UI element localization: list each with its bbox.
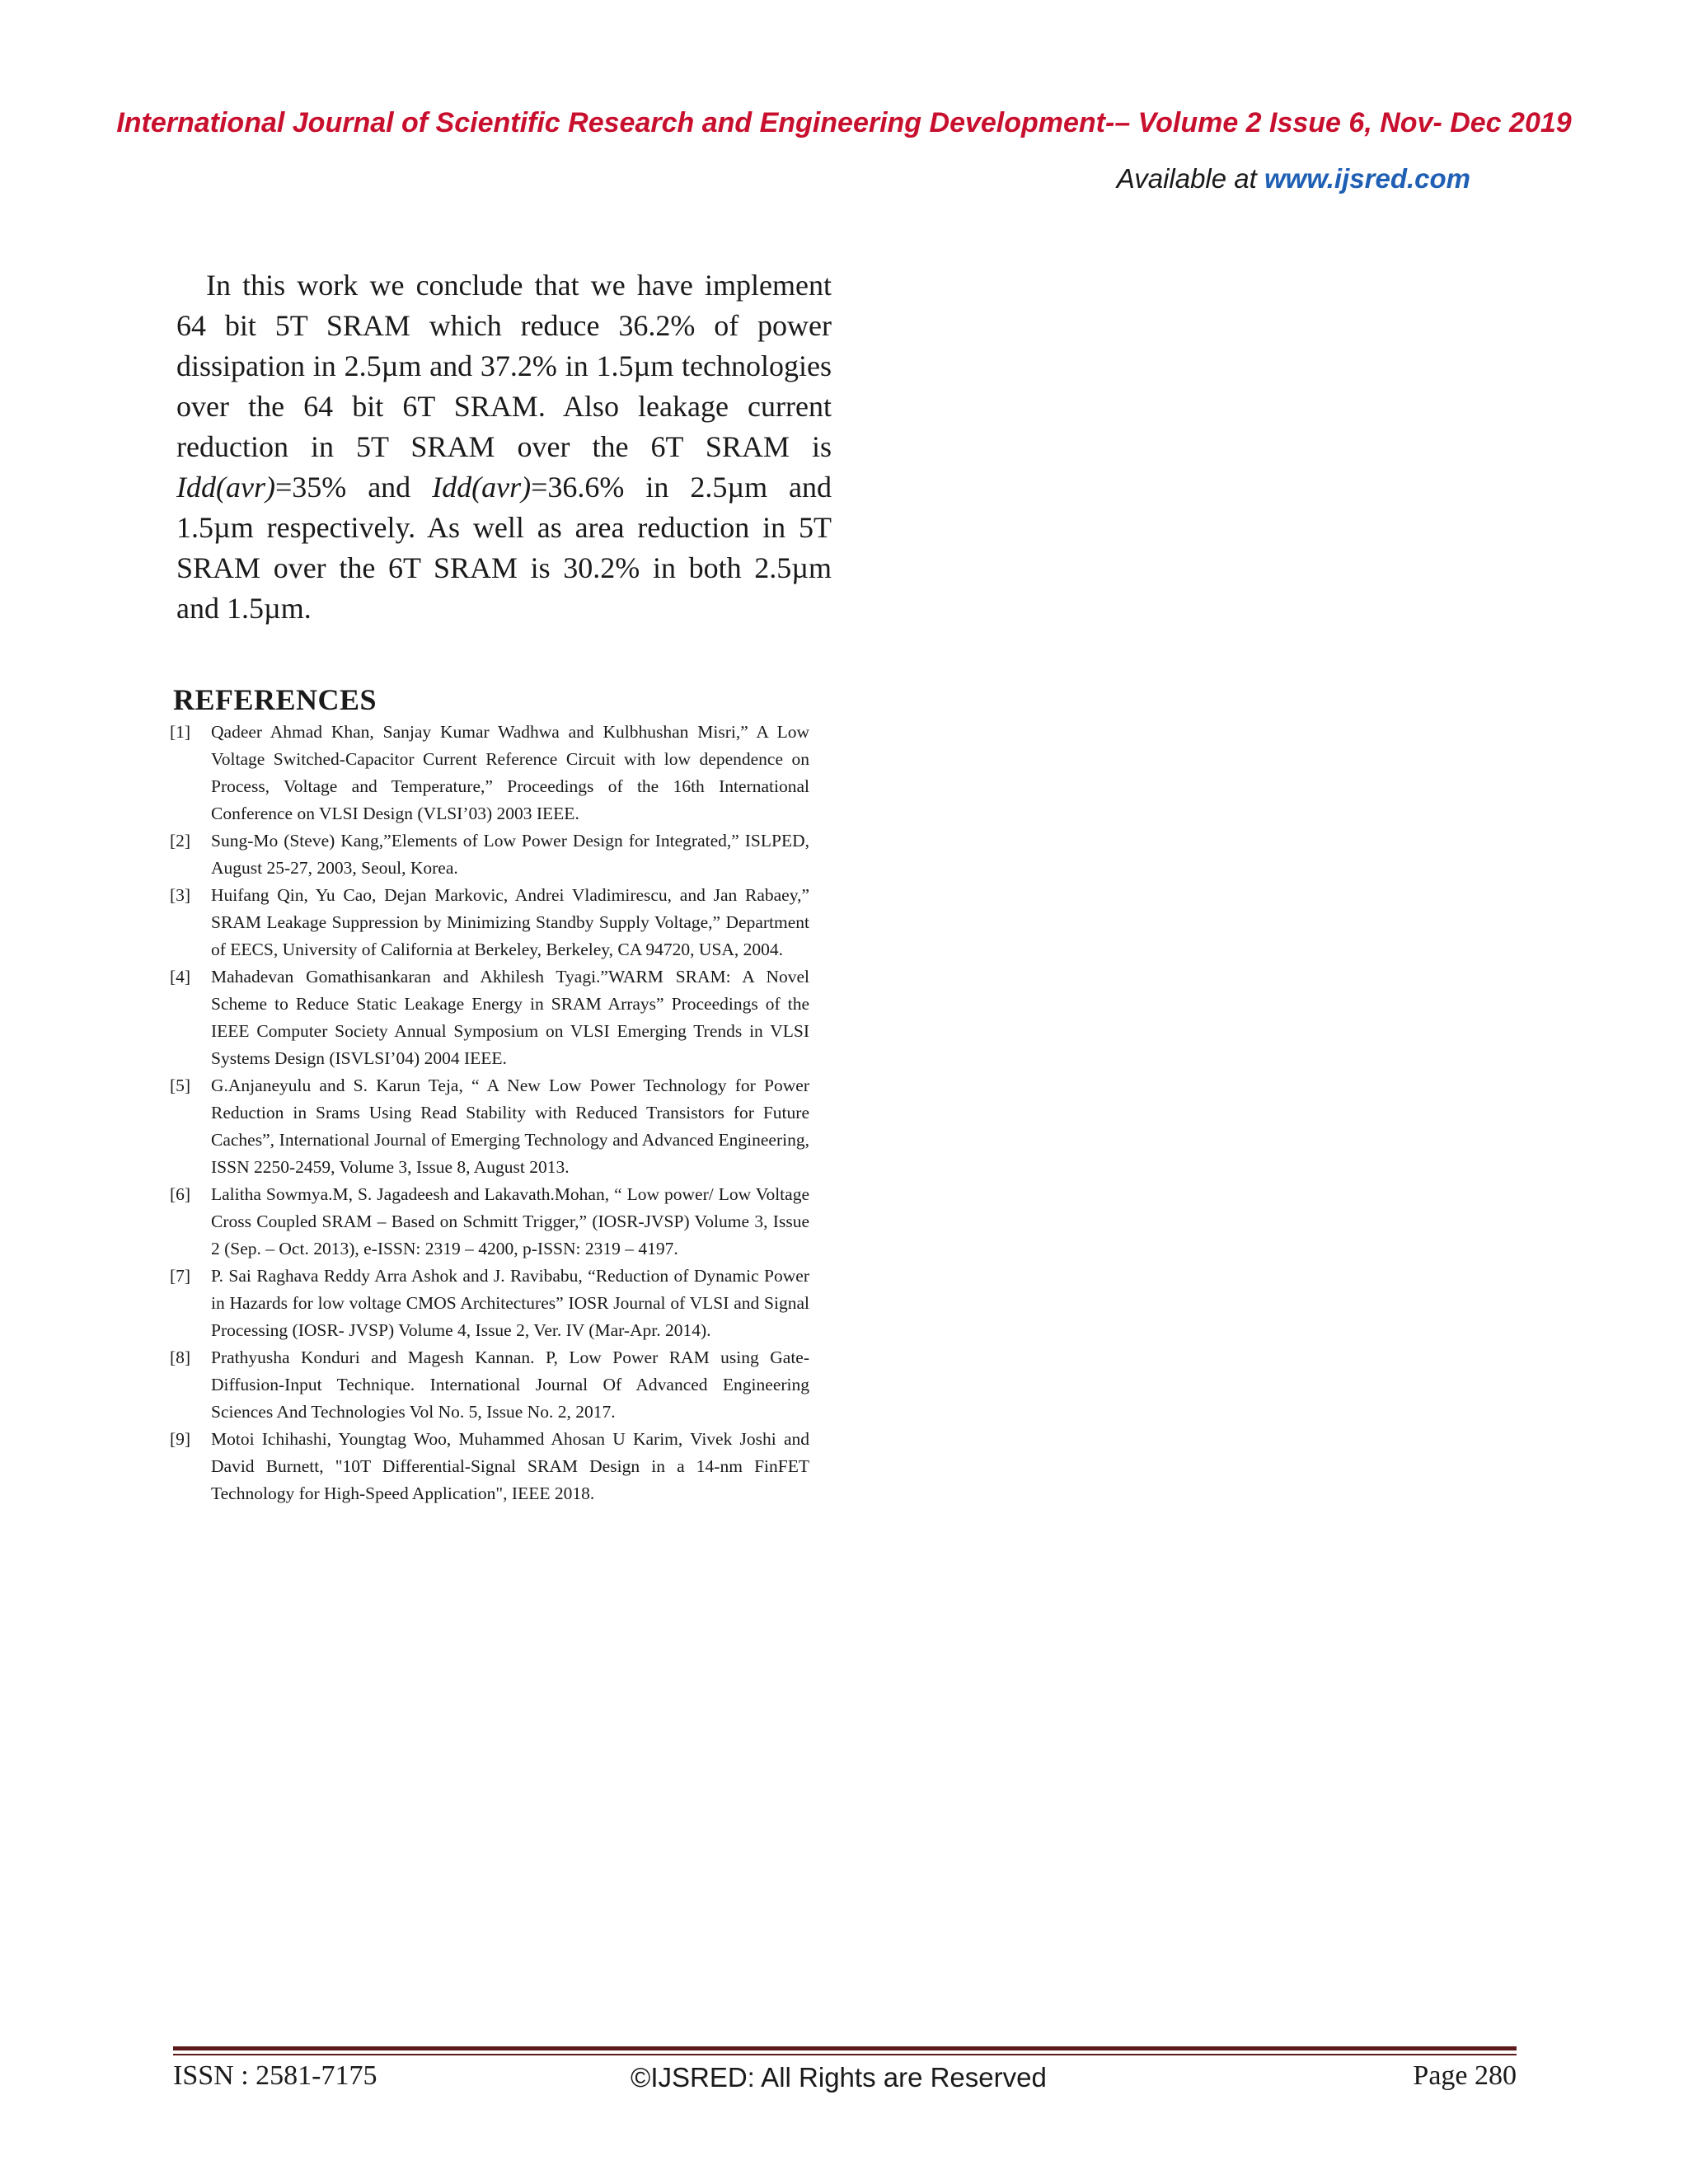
footer-rule-thin — [173, 2054, 1517, 2055]
footer-rights: ©IJSRED: All Rights are Reserved — [631, 2062, 1047, 2093]
reference-number: [2] — [170, 831, 191, 851]
footer-rule-thick — [173, 2046, 1517, 2050]
reference-item — [170, 1344, 809, 1426]
math-idd-avr-2: Idd(avr) — [432, 471, 532, 504]
reference-item — [170, 882, 809, 963]
reference-number: [6] — [170, 1184, 191, 1204]
reference-text: Sung-Mo (Steve) Kang,”Elements of Low Power Design for Integrated,” ISLPED, August 25-27, 2003, Seoul, Korea. — [211, 831, 809, 878]
journal-header: International Journal of Scientific Research and Engineering Development-– Volume 2 Issue 6, Nov- Dec 2019 — [116, 107, 1572, 138]
reference-text: Lalitha Sowmya.M, S. Jagadeesh and Lakavath.Mohan, “ Low power/ Low Voltage Cross Coupled SRAM – Based on Schmitt Trigger,” (IOSR-JVSP) Volume 3, Issue 2 (Sep. – Oct. 2013), e-ISSN: 2319 – 4200, p-ISSN: 2319 – 4197. — [211, 1184, 809, 1258]
reference-number: [9] — [170, 1429, 191, 1449]
reference-item — [170, 963, 809, 1072]
math-idd-avr-1: Idd(avr) — [176, 471, 275, 504]
reference-text: Mahadevan Gomathisankaran and Akhilesh Tyagi.”WARM SRAM: A Novel Scheme to Reduce Static Leakage Energy in SRAM Arrays” Proceedings of the IEEE Computer Society Annual Symposium on VLSI Emerging Trends in VLSI Systems Design (ISVLSI’04) 2004 IEEE. — [211, 967, 809, 1068]
conclusion-text-3: =36.6% in 2.5µm and 1.5µm respectively. As well as area reduction in 5T SRAM over the 6T SRAM is 30.2% in both 2.5µm and 1.5µm. — [176, 471, 832, 625]
reference-number: [4] — [170, 967, 191, 987]
reference-text: Motoi Ichihashi, Youngtag Woo, Muhammed Ahosan U Karim, Vivek Joshi and David Burnett, "10T Differential-Signal SRAM Design in a 14-nm FinFET Technology for High-Speed Application", IEEE 2018. — [211, 1429, 809, 1503]
conclusion-paragraph — [176, 265, 832, 629]
reference-text: Qadeer Ahmad Khan, Sanjay Kumar Wadhwa and Kulbhushan Misri,” A Low Voltage Switched-Capacitor Current Reference Circuit with low dependence on Process, Voltage and Temperature,” Proceedings of the 16th International Conference on VLSI Design (VLSI’03) 2003 IEEE. — [211, 722, 809, 823]
availability-line — [1117, 163, 1470, 194]
references-heading: REFERENCES — [173, 683, 377, 716]
reference-number: [7] — [170, 1266, 191, 1286]
reference-item — [170, 1072, 809, 1181]
conclusion-text-1: In this work we conclude that we have implement 64 bit 5T SRAM which reduce 36.2% of power dissipation in 2.5µm and 37.2% in 1.5µm technologies over the 64 bit 6T SRAM. Also leakage current reduction in 5T SRAM over the 6T SRAM is — [176, 269, 832, 463]
reference-item — [170, 1181, 809, 1263]
reference-number: [5] — [170, 1076, 191, 1095]
reference-text: Prathyusha Konduri and Magesh Kannan. P, Low Power RAM using Gate-Diffusion-Input Technique. International Journal Of Advanced Engineering Sciences And Technologies Vol No. 5, Issue No. 2, 2017. — [211, 1347, 809, 1422]
reference-text: Huifang Qin, Yu Cao, Dejan Markovic, Andrei Vladimirescu, and Jan Rabaey,” SRAM Leakage Suppression by Minimizing Standby Supply Voltage,” Department of EECS, University of California at Berkeley, Berkeley, CA 94720, USA, 2004. — [211, 885, 809, 959]
references-list — [170, 719, 809, 1507]
page-footer — [173, 2060, 1517, 2102]
reference-item — [170, 827, 809, 882]
available-prefix: Available at — [1116, 163, 1264, 194]
reference-item — [170, 719, 809, 827]
footer-issn: ISSN : 2581-7175 — [173, 2060, 377, 2091]
footer-page-number: Page 280 — [1413, 2060, 1517, 2091]
reference-number: [1] — [170, 722, 191, 742]
reference-text: G.Anjaneyulu and S. Karun Teja, “ A New Low Power Technology for Power Reduction in Srams Using Read Stability with Reduced Transistors for Future Caches”, International Journal of Emerging Technology and Advanced Engineering, ISSN 2250-2459, Volume 3, Issue 8, August 2013. — [211, 1076, 809, 1177]
conclusion-text-2: =35% and — [274, 471, 433, 504]
reference-item — [170, 1426, 809, 1507]
journal-url-link[interactable]: www.ijsred.com — [1264, 163, 1470, 194]
reference-text: P. Sai Raghava Reddy Arra Ashok and J. Ravibabu, “Reduction of Dynamic Power in Hazards for low voltage CMOS Architectures” IOSR Journal of VLSI and Signal Processing (IOSR- JVSP) Volume 4, Issue 2, Ver. IV (Mar-Apr. 2014). — [211, 1266, 809, 1340]
reference-item — [170, 1263, 809, 1344]
reference-number: [8] — [170, 1347, 191, 1367]
reference-number: [3] — [170, 885, 191, 905]
